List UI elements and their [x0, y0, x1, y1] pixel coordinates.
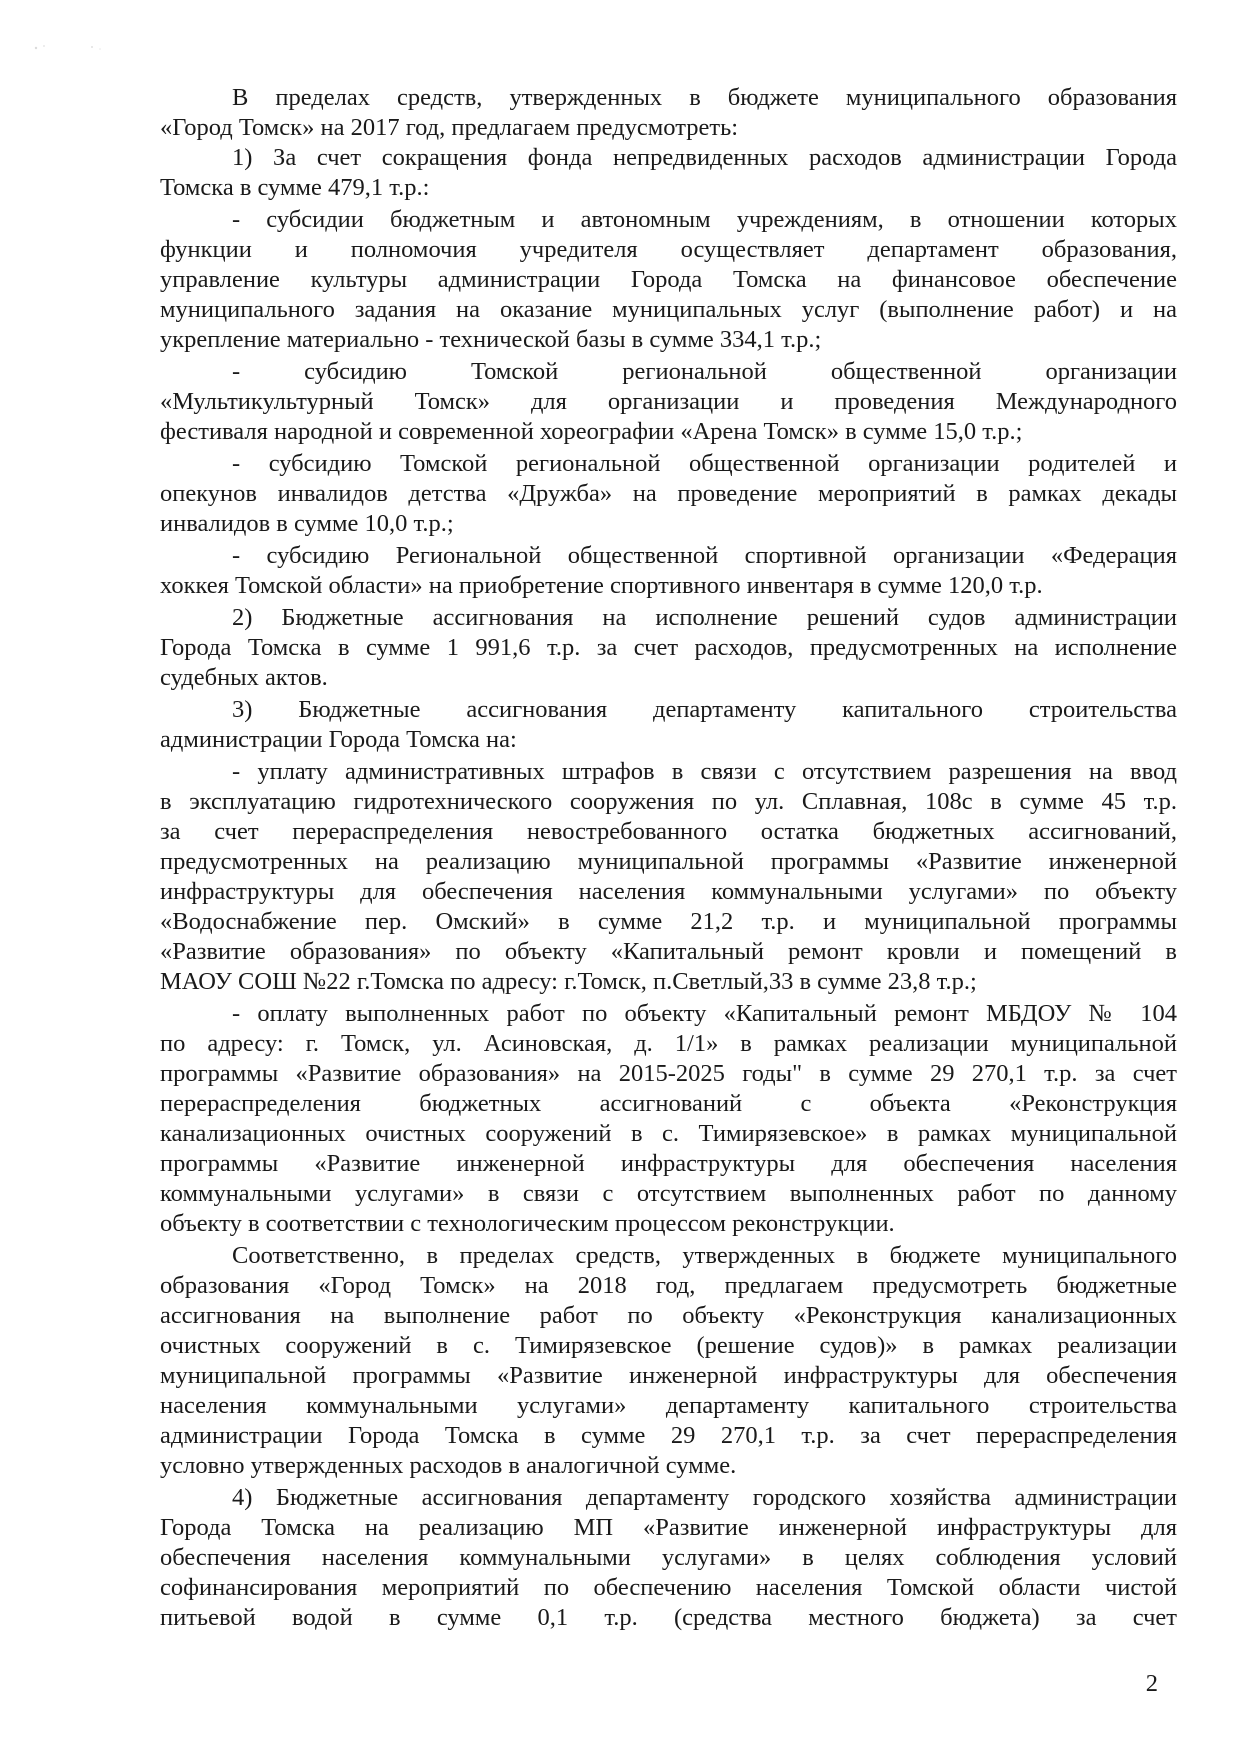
text-line: - субсидию Томской региональной общественной организации родителей и: [232, 450, 1177, 477]
text-line: - субсидию Томской региональной общественной организации: [232, 358, 1177, 385]
text-line: муниципальной программы «Развитие инженерной инфраструктуры для обеспечения: [160, 1362, 1177, 1389]
text-line: - субсидии бюджетным и автономным учреждениям, в отношении которых: [232, 206, 1177, 233]
text-line: перераспределения бюджетных ассигнований с объекта «Реконструкция: [160, 1090, 1177, 1117]
text-line: коммунальными услугами» в связи с отсутствием выполненных работ по данному: [160, 1180, 1177, 1207]
text-line: софинансирования мероприятий по обеспечению населения Томской области чистой: [160, 1574, 1177, 1601]
text-line: инвалидов в сумме 10,0 т.р.;: [160, 510, 454, 537]
text-line: Города Томска в сумме 1 991,6 т.р. за счет расходов, предусмотренных на исполнение: [160, 634, 1177, 661]
text-line: 3) Бюджетные ассигнования департаменту капитального строительства: [232, 696, 1177, 723]
text-line: укрепление материально - технической базы в сумме 334,1 т.р.;: [160, 326, 822, 353]
text-line: питьевой водой в сумме 0,1 т.р. (средства местного бюджета) за счет: [160, 1604, 1177, 1631]
text-line: МАОУ СОШ №22 г.Томска по адресу: г.Томск, п.Светлый,33 в сумме 23,8 т.р.;: [160, 968, 977, 995]
text-line: «Развитие образования» по объекту «Капитальный ремонт кровли и помещений в: [160, 938, 1177, 965]
text-line: судебных актов.: [160, 664, 328, 691]
text-line: 4) Бюджетные ассигнования департаменту городского хозяйства администрации: [232, 1484, 1177, 1511]
text-line: ассигнования на выполнение работ по объекту «Реконструкция канализационных: [160, 1302, 1177, 1329]
text-line: канализационных очистных сооружений в с. Тимирязевское» в рамках муниципальной: [160, 1120, 1177, 1147]
text-line: 1) За счет сокращения фонда непредвиденных расходов администрации Города: [232, 144, 1177, 171]
text-line: - оплату выполненных работ по объекту «Капитальный ремонт МБДОУ № 104: [232, 1000, 1177, 1027]
text-line: управление культуры администрации Города Томска на финансовое обеспечение: [160, 266, 1177, 293]
page-number: 2: [1145, 1670, 1158, 1697]
text-line: В пределах средств, утвержденных в бюджете муниципального образования: [232, 84, 1177, 111]
text-line: администрации Города Томска в сумме 29 270,1 т.р. за счет перераспределения: [160, 1422, 1177, 1449]
text-line: по адресу: г. Томск, ул. Асиновская, д. 1/1» в рамках реализации муниципальной: [160, 1030, 1177, 1057]
text-line: 2) Бюджетные ассигнования на исполнение решений судов администрации: [232, 604, 1177, 631]
text-line: в эксплуатацию гидротехнического сооружения по ул. Сплавная, 108с в сумме 45 т.р.: [160, 788, 1177, 815]
text-line: Томска в сумме 479,1 т.р.:: [160, 174, 430, 201]
text-line: «Водоснабжение пер. Омский» в сумме 21,2 т.р. и муниципальной программы: [160, 908, 1177, 935]
text-line: населения коммунальными услугами» департаменту капитального строительства: [160, 1392, 1177, 1419]
text-line: хоккея Томской области» на приобретение спортивного инвентаря в сумме 120,0 т.р.: [160, 572, 1043, 599]
text-line: «Мультикультурный Томск» для организации и проведения Международного: [160, 388, 1177, 415]
text-line: опекунов инвалидов детства «Дружба» на проведение мероприятий в рамках декады: [160, 480, 1177, 507]
text-line: программы «Развитие образования» на 2015-2025 годы" в сумме 29 270,1 т.р. за счет: [160, 1060, 1177, 1087]
text-line: очистных сооружений в с. Тимирязевское (решение судов)» в рамках реализации: [160, 1332, 1177, 1359]
text-line: - уплату административных штрафов в связи с отсутствием разрешения на ввод: [232, 758, 1177, 785]
text-line: функции и полномочия учредителя осуществляет департамент образования,: [160, 236, 1177, 263]
text-line: предусмотренных на реализацию муниципальной программы «Развитие инженерной: [160, 848, 1177, 875]
text-line: «Город Томск» на 2017 год, предлагаем предусмотреть:: [160, 114, 739, 141]
text-line: администрации Города Томска на:: [160, 726, 517, 753]
text-line: Соответственно, в пределах средств, утвержденных в бюджете муниципального: [232, 1242, 1177, 1269]
text-line: инфраструктуры для обеспечения населения коммунальными услугами» по объекту: [160, 878, 1177, 905]
text-line: за счет перераспределения невостребованного остатка бюджетных ассигнований,: [160, 818, 1177, 845]
text-line: Города Томска на реализацию МП «Развитие инженерной инфраструктуры для: [160, 1514, 1177, 1541]
text-line: образования «Город Томск» на 2018 год, предлагаем предусмотреть бюджетные: [160, 1272, 1177, 1299]
text-line: фестиваля народной и современной хореографии «Арена Томск» в сумме 15,0 т.р.;: [160, 418, 1023, 445]
text-line: - субсидию Региональной общественной спортивной организации «Федерация: [232, 542, 1177, 569]
text-line: обеспечения населения коммунальными услугами» в целях соблюдения условий: [160, 1544, 1177, 1571]
text-line: объекту в соответствии с технологическим процессом реконструкции.: [160, 1210, 895, 1237]
text-line: муниципального задания на оказание муниципальных услуг (выполнение работ) и на: [160, 296, 1177, 323]
text-line: программы «Развитие инженерной инфраструктуры для обеспечения населения: [160, 1150, 1177, 1177]
text-line: условно утвержденных расходов в аналогичной сумме.: [160, 1452, 737, 1479]
